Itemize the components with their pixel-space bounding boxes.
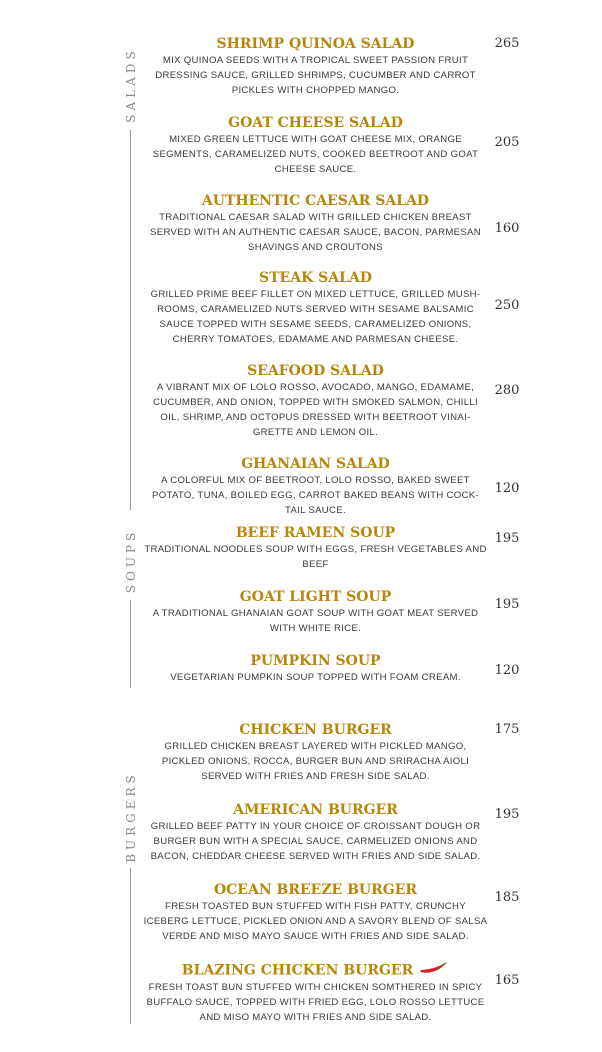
item-description: VEGETARIAN PUMPKIN SOUP TOPPED WITH FOAM CREAM. bbox=[170, 672, 461, 683]
item-description: MIX QUINOA SEEDS WITH A TROPICAL SWEET PASSION FRUIT DRESSING SAUCE, GRILLED SHRIMPS, CUCUMBER AND CARROT PICKLES WITH CHOPPED MANGO. bbox=[155, 55, 476, 96]
item-price: 185 bbox=[494, 890, 520, 905]
item-price: 160 bbox=[494, 221, 520, 236]
item-name: SHRIMP QUINOA SALAD bbox=[216, 36, 415, 52]
menu-item-steak-salad bbox=[143, 269, 488, 347]
item-price: 280 bbox=[494, 383, 520, 398]
item-description: FRESH TOASTED BUN STUFFED WITH FISH PATTY, CRUNCHY ICEBERG LETTUCE, PICKLED ONION AND A SAVORY BLEND OF SALSA VERDE AND MISO MAYO SAUCE WITH FRIES AND SIDE SALAD. bbox=[143, 901, 488, 942]
item-price: 250 bbox=[494, 298, 520, 313]
section-divider-burgers bbox=[130, 868, 131, 1024]
item-description: A TRADITIONAL GHANAIAN GOAT SOUP WITH GOAT MEAT SERVED WITH WHITE RICE. bbox=[152, 608, 479, 634]
section-label-soups: SOUPS bbox=[124, 528, 138, 594]
item-name: STEAK SALAD bbox=[259, 270, 372, 286]
item-price: 175 bbox=[494, 722, 520, 737]
item-price: 195 bbox=[494, 807, 520, 822]
item-price: 195 bbox=[494, 597, 520, 612]
section-label-burgers: BURGERS bbox=[124, 771, 138, 863]
section-divider-salads bbox=[130, 130, 131, 510]
item-name: BEEF RAMEN SOUP bbox=[235, 525, 396, 541]
item-name: AMERICAN BURGER bbox=[233, 802, 398, 818]
menu-item-ocean-breeze-burger bbox=[143, 881, 488, 944]
item-price: 120 bbox=[494, 663, 520, 678]
item-description: GRILLED PRIME BEEF FILLET ON MIXED LETTUCE, GRILLED MUSH-ROOMS, CARAMELIZED NUTS SERVED WITH SESAME BALSAMIC SAUCE TOPPED WITH SESAME SEEDS, CARAMELIZED ONIONS, CHERRY TOMATOES, EDAMAME AND PARMESAN CHEESE. bbox=[150, 289, 481, 345]
item-name: GOAT LIGHT SOUP bbox=[239, 589, 392, 605]
item-description: TRADITIONAL NOODLES SOUP WITH EGGS, FRESH VEGETABLES AND BEEF bbox=[144, 544, 487, 570]
item-name: CHICKEN BURGER bbox=[239, 722, 392, 738]
menu-item-authentic-caesar-salad bbox=[143, 192, 488, 255]
section-label-salads: SALADS bbox=[124, 47, 138, 123]
item-name: AUTHENTIC CAESAR SALAD bbox=[201, 193, 430, 209]
item-description: MIXED GREEN LETTUCE WITH GOAT CHEESE MIX, ORANGE SEGMENTS, CARAMELIZED NUTS, COOKED BEETROOT AND GOAT CHEESE SAUCE. bbox=[152, 134, 479, 175]
menu-item-chicken-burger bbox=[143, 721, 488, 784]
menu-item-pumpkin-soup bbox=[143, 652, 488, 685]
item-name: OCEAN BREEZE BURGER bbox=[213, 882, 418, 898]
menu-item-goat-cheese-salad bbox=[143, 114, 488, 177]
menu-item-goat-light-soup bbox=[143, 588, 488, 636]
item-description: GRILLED BEEF PATTY IN YOUR CHOICE OF CROISSANT DOUGH OR BURGER BUN WITH A SPECIAL SAUCE, CARMELIZED ONIONS AND BACON, CHEDDAR CHEESE SERVED WITH FRIES AND SIDE SALAD. bbox=[150, 821, 481, 862]
item-name: GHANAIAN SALAD bbox=[241, 456, 390, 472]
item-price: 265 bbox=[494, 36, 520, 51]
item-price: 195 bbox=[494, 531, 520, 546]
item-name: PUMPKIN SOUP bbox=[250, 653, 381, 669]
chili-pepper-icon bbox=[419, 961, 449, 980]
item-price: 165 bbox=[494, 973, 520, 988]
item-description: TRADITIONAL CAESAR SALAD WITH GRILLED CHICKEN BREAST SERVED WITH AN AUTHENTIC CAESAR SAUCE, BACON, PARMESAN SHAVINGS AND CROUTONS bbox=[150, 212, 481, 253]
menu-item-american-burger bbox=[143, 801, 488, 864]
item-description: A COLORFUL MIX OF BEETROOT, LOLO ROSSO, BAKED SWEET POTATO, TUNA, BOILED EGG, CARROT BAKED BEANS WITH COCK-TAIL SAUCE. bbox=[152, 475, 479, 516]
item-name-text: BLAZING CHICKEN BURGER bbox=[181, 962, 414, 979]
item-name bbox=[143, 961, 488, 980]
item-name: GOAT CHEESE SALAD bbox=[228, 115, 403, 131]
menu-item-beef-ramen-soup bbox=[143, 524, 488, 572]
item-description: GRILLED CHICKEN BREAST LAYERED WITH PICKLED MANGO, PICKLED ONIONS, ROCCA, BURGER BUN AND SRIRACHA AIOLI SERVED WITH FRIES AND FRESH SIDE SALAD. bbox=[161, 741, 470, 782]
item-price: 120 bbox=[494, 481, 520, 496]
menu-item-blazing-chicken-burger bbox=[143, 961, 488, 1025]
item-description: FRESH TOAST BUN STUFFED WITH CHICKEN SOMTHERED IN SPICY BUFFALO SAUCE, TOPPED WITH FRIED EGG, LOLO ROSSO LETTUCE AND MISO MAYO WITH FRIES AND SIDE SALAD. bbox=[146, 982, 485, 1023]
item-name: SEAFOOD SALAD bbox=[247, 363, 384, 379]
menu-item-ghanaian-salad bbox=[143, 455, 488, 518]
menu-item-shrimp-quinoa-salad bbox=[143, 35, 488, 98]
menu-item-seafood-salad bbox=[143, 362, 488, 440]
item-price: 205 bbox=[494, 135, 520, 150]
section-divider-soups bbox=[130, 600, 131, 688]
item-description: A VIBRANT MIX OF LOLO ROSSO, AVOCADO, MANGO, EDAMAME, CUCUMBER, AND ONION, TOPPED WITH SMOKED SALMON, CHILLI OIL, SHRIMP, AND OCTOPUS DRESSED WITH BEETROOT VINAI-GRETTE AND LEMON OIL. bbox=[152, 382, 479, 438]
